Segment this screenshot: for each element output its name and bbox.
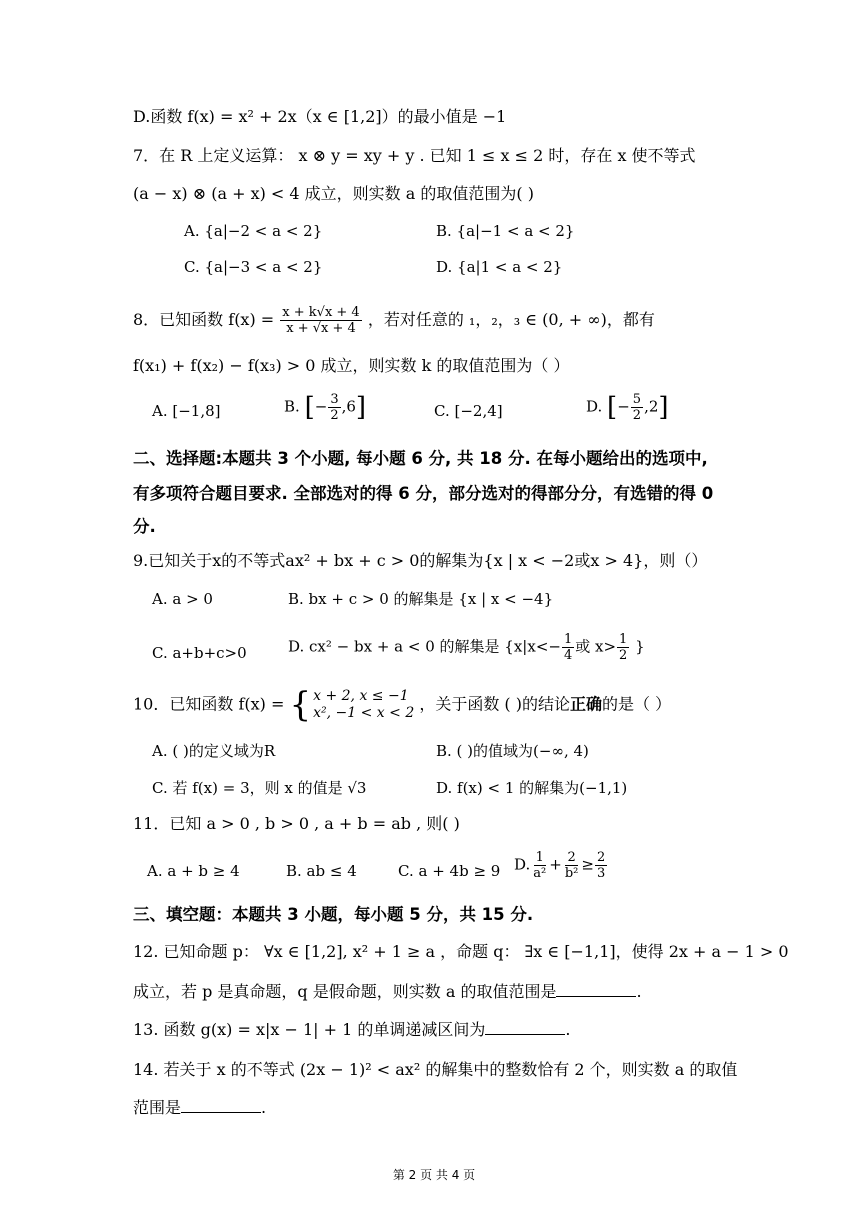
left-brace-icon: { [289, 685, 312, 725]
left-bracket-icon: [ [607, 392, 618, 423]
question-8-option-a: A. [−1,8] [152, 402, 221, 420]
question-8-line1 [133, 305, 655, 336]
q11d-plus: + [549, 855, 562, 874]
q8d-tail: ,2 [644, 397, 659, 416]
question-9: 9.已知关于x的不等式ax² + bx + c > 0的解集为{x | x < −2或x > 4}，则（） [133, 551, 708, 570]
q9d-den2: 2 [619, 648, 628, 663]
question-7-line1: 7．在 R 上定义运算： x ⊗ y = xy + y . 已知 1 ≤ x ≤ 2 时，存在 x 使不等式 [133, 146, 696, 165]
q12-text: 成立，若 p 是真命题，q 是假命题，则实数 a 的取值范围是 [133, 982, 557, 1001]
q9d-mid: 或 x> [575, 637, 617, 656]
q14-end: . [261, 1098, 267, 1117]
q8b-tail: ,6 [341, 397, 356, 416]
question-11-option-d [514, 850, 608, 881]
question-10-option-a: A. ( )的定义域为R [152, 742, 276, 760]
question-10 [133, 685, 672, 725]
q10-piecewise [289, 685, 415, 725]
right-bracket-icon: ] [658, 392, 669, 423]
q8d-num: 5 [632, 392, 642, 407]
question-14-line1: 14. 若关于 x 的不等式 (2x − 1)² < ax² 的解集中的整数恰有 2 个，则实数 a 的取值 [133, 1060, 738, 1079]
question-10-option-c: C. 若 f(x) = 3，则 x 的值是 √3 [152, 779, 367, 797]
question-9-option-c: C. a+b+c>0 [152, 644, 247, 662]
question-9-option-a: A. a > 0 [152, 590, 213, 608]
q8-prefix: 8．已知函数 f(x) = [133, 310, 275, 329]
q9d-den1: 4 [563, 648, 573, 663]
q10-case-2: x², −1 < x < 2 [313, 705, 415, 721]
question-7-option-a: A. {a|−2 < a < 2} [184, 222, 323, 240]
question-12-line1: 12. 已知命题 p： ∀x ∈ [1,2], x² + 1 ≥ a ，命题 q： ∃x ∈ [−1,1]，使得 2x + a − 1 > 0 [133, 942, 789, 961]
question-11-option-c: C. a + 4b ≥ 9 [398, 862, 501, 880]
q10-case-1: x + 2, x ≤ −1 [313, 688, 409, 704]
q8b-label: B. [284, 397, 300, 416]
section-3-heading: 三、填空题：本题共 3 小题，每小题 5 分，共 15 分. [133, 905, 534, 924]
question-10-option-d: D. f(x) < 1 的解集为(−1,1) [436, 779, 628, 797]
q8-fraction [280, 305, 361, 336]
question-8-line2: f(x₁) + f(x₂) − f(x₃) > 0 成立，则实数 k 的取值范围为（ ） [133, 356, 570, 375]
right-bracket-icon: ] [355, 392, 367, 423]
q11d-label: D. [514, 855, 531, 874]
q11d-ge: ≥ [581, 855, 594, 874]
q10-prefix: 10．已知函数 f(x) = [133, 694, 285, 714]
q8-suffix: ，若对任意的 ₁，₂，₃ ∈ (0, + ∞)，都有 [367, 310, 655, 329]
q14-text: 范围是 [133, 1098, 182, 1117]
q11d-den3: 3 [596, 866, 606, 881]
answer-blank[interactable] [485, 1018, 565, 1035]
answer-blank[interactable] [181, 1096, 261, 1113]
question-7-option-d: D. {a|1 < a < 2} [436, 258, 563, 276]
q11d-num3: 2 [596, 850, 606, 865]
question-8-option-d: D. [− $\frac{5}{2}$ ,2] [586, 392, 669, 423]
q8-denominator: x + √x + 4 [286, 321, 356, 336]
q10-mid: ，关于函数 ( )的结论 [419, 694, 570, 714]
question-11-option-b: B. ab ≤ 4 [286, 862, 357, 880]
q11d-den1: a² [533, 866, 547, 881]
section-2-heading-line1: 二、选择题:本题共 3 个小题, 每小题 6 分, 共 18 分. 在每小题给出的选项中, [133, 449, 708, 468]
question-12-line2 [133, 980, 642, 1003]
q9d-num1: 1 [563, 632, 573, 647]
question-8-option-c: C. [−2,4] [434, 402, 503, 420]
option-6d: D.函数 f(x) = x² + 2x（x ∈ [1,2]）的最小值是 −1 [133, 107, 507, 126]
q8d-label: D. [586, 397, 603, 416]
page-footer: 第 2 页 共 4 页 [392, 1168, 476, 1182]
q8-numerator: x + k√x + 4 [282, 305, 360, 320]
answer-blank[interactable] [556, 980, 636, 997]
question-14-line2 [133, 1096, 266, 1119]
question-7-option-c: C. {a|−3 < a < 2} [184, 258, 323, 276]
q13-end: . [565, 1020, 571, 1039]
question-9-option-b: B. bx + c > 0 的解集是 {x | x < −4} [288, 590, 554, 608]
section-2-heading-line3: 分. [133, 517, 156, 536]
question-9-option-d [288, 632, 645, 663]
q12-end: . [636, 982, 642, 1001]
question-13 [133, 1018, 570, 1041]
q9d-prefix: D. cx² − bx + a < 0 的解集是 {x|x<− [288, 637, 561, 656]
q9d-post: } [630, 637, 645, 656]
q11d-num1: 1 [535, 850, 544, 865]
section-2-heading-line2: 有多项符合题目要求. 全部选对的得 6 分，部分选对的得部分分，有选错的得 0 [133, 484, 714, 503]
q10-bold: 正确 [570, 694, 603, 714]
q11d-num2: 2 [567, 850, 576, 865]
question-11-option-a: A. a + b ≥ 4 [147, 862, 240, 880]
question-7-line2: (a − x) ⊗ (a + x) < 4 成立，则实数 a 的取值范围为( ) [133, 184, 534, 203]
q8d-den: 2 [632, 408, 642, 423]
q13-text: 13. 函数 g(x) = x|x − 1| + 1 的单调递减区间为 [133, 1020, 486, 1039]
question-11: 11．已知 a > 0 , b > 0 , a + b = ab , 则( ) [133, 814, 460, 833]
left-bracket-icon: [ [304, 392, 315, 423]
question-7-option-b: B. {a|−1 < a < 2} [436, 222, 575, 240]
q8b-den: 2 [330, 408, 339, 423]
question-8-option-b: B. [− $\frac{3}{2}$ ,6] [284, 392, 367, 423]
q10-post: 的是（ ） [602, 694, 672, 714]
question-10-option-b: B. ( )的值域为(−∞, 4) [436, 742, 589, 760]
q8b-num: 3 [330, 392, 339, 407]
q11d-den2: b² [564, 866, 579, 881]
q9d-num2: 1 [619, 632, 628, 647]
